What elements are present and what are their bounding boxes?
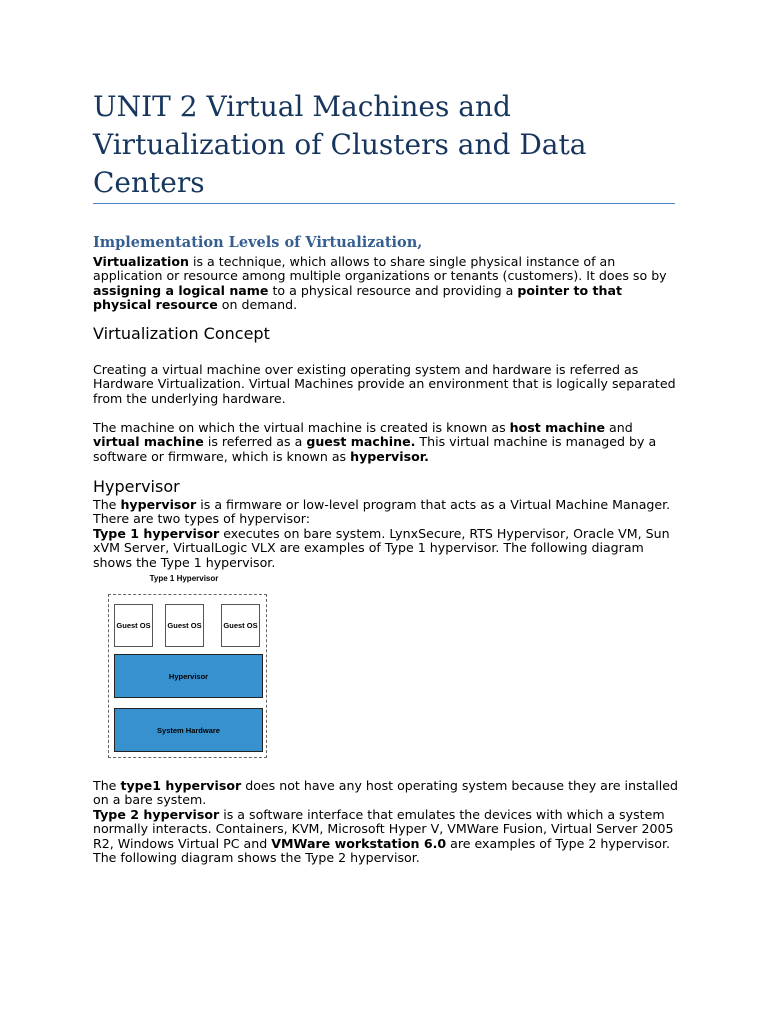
heading-virtualization-concept: Virtualization Concept xyxy=(93,324,270,343)
section-heading-implementation-levels: Implementation Levels of Virtualization, xyxy=(93,234,423,251)
hyp-text-2: is a firmware or low-level program that acts as a Virtual Machine Manager. There are two types of hypervisor: xyxy=(93,497,671,527)
page-title: UNIT 2 Virtual Machines and Virtualization of Clusters and Data Centers xyxy=(93,90,587,199)
concept-text-1: The machine on which the virtual machine is created is known as xyxy=(93,420,510,435)
intro-paragraph xyxy=(93,255,683,313)
concept-paragraph-2 xyxy=(93,421,683,464)
hyp-text-1: The xyxy=(93,497,121,512)
hypervisor-paragraph-2 xyxy=(93,527,683,570)
intro-text-2: to a physical resource and providing a xyxy=(268,282,518,298)
concept-bold-host-machine: host machine xyxy=(509,420,606,435)
intro-text-1: is a technique, which allows to share single physical instance of an application or resource among multiple organizations or tenants (customers). It does so by xyxy=(93,254,667,284)
concept-text-3: is referred as a xyxy=(203,434,307,450)
diagram-title: Type 1 Hypervisor xyxy=(149,574,219,583)
intro-text-3: on demand. xyxy=(217,297,298,313)
hyp-bold-hypervisor: hypervisor xyxy=(120,497,197,512)
concept-paragraph-1: Creating a virtual machine over existing operating system and hardware is referred as Hardware Virtualization. Virtual Machines provide an environment that is logically separated from the underlying hardware. xyxy=(93,362,676,406)
type2-text-2: are examples of Type 2 hypervisor. The following diagram shows the Type 2 hypervisor. xyxy=(93,835,670,866)
guest-os-box-1: Guest OS xyxy=(114,604,153,647)
type1-hypervisor-diagram xyxy=(108,574,272,762)
title-divider xyxy=(93,203,675,204)
guest-os-box-2: Guest OS xyxy=(165,604,204,647)
type1-text-1: The xyxy=(93,778,121,793)
guest-os-box-3: Guest OS xyxy=(221,604,260,647)
type1-text-2: does not have any host operating system because they are installed on a bare system. xyxy=(93,778,678,808)
concept-text-2: and xyxy=(605,420,633,435)
type2-bold: Type 2 hypervisor xyxy=(93,807,220,822)
hypervisor-paragraph-1 xyxy=(93,498,683,527)
heading-hypervisor: Hypervisor xyxy=(93,477,180,496)
type1-bold: type1 hypervisor xyxy=(120,778,242,793)
hyp-text-type1: executes on bare system. LynxSecure, RTS Hypervisor, Oracle VM, Sun xVM Server, VirtualLogic VLX are examples of Type 1 hypervisor. The following diagram shows the Type 1 hypervisor. xyxy=(93,526,670,570)
intro-bold-logical-name: assigning a logical name xyxy=(93,282,269,298)
type2-text-1: is a software interface that emulates the devices with which a system normally interacts. Containers, KVM, Microsoft Hyper V, VMWare Fusion, Virtual Server 2005 R2, Windows Virtual PC and xyxy=(93,807,674,851)
system-hardware-layer: System Hardware xyxy=(114,708,263,752)
concept-text-4: This virtual machine is managed by a software or firmware, which is known as xyxy=(93,434,657,464)
concept-bold-virtual-machine: virtual machine xyxy=(93,434,204,450)
hypervisor-layer: Hypervisor xyxy=(114,654,263,698)
intro-bold-virtualization: Virtualization xyxy=(93,254,189,269)
type2-bold-vmware: VMWare workstation 6.0 xyxy=(271,835,447,851)
concept-bold-guest-machine: guest machine. xyxy=(306,434,416,450)
type1-paragraph xyxy=(93,779,683,808)
concept-bold-hypervisor: hypervisor. xyxy=(350,448,429,464)
intro-bold-pointer: pointer to that physical resource xyxy=(93,282,623,313)
type2-paragraph xyxy=(93,808,683,866)
hyp-bold-type1: Type 1 hypervisor xyxy=(93,526,220,541)
